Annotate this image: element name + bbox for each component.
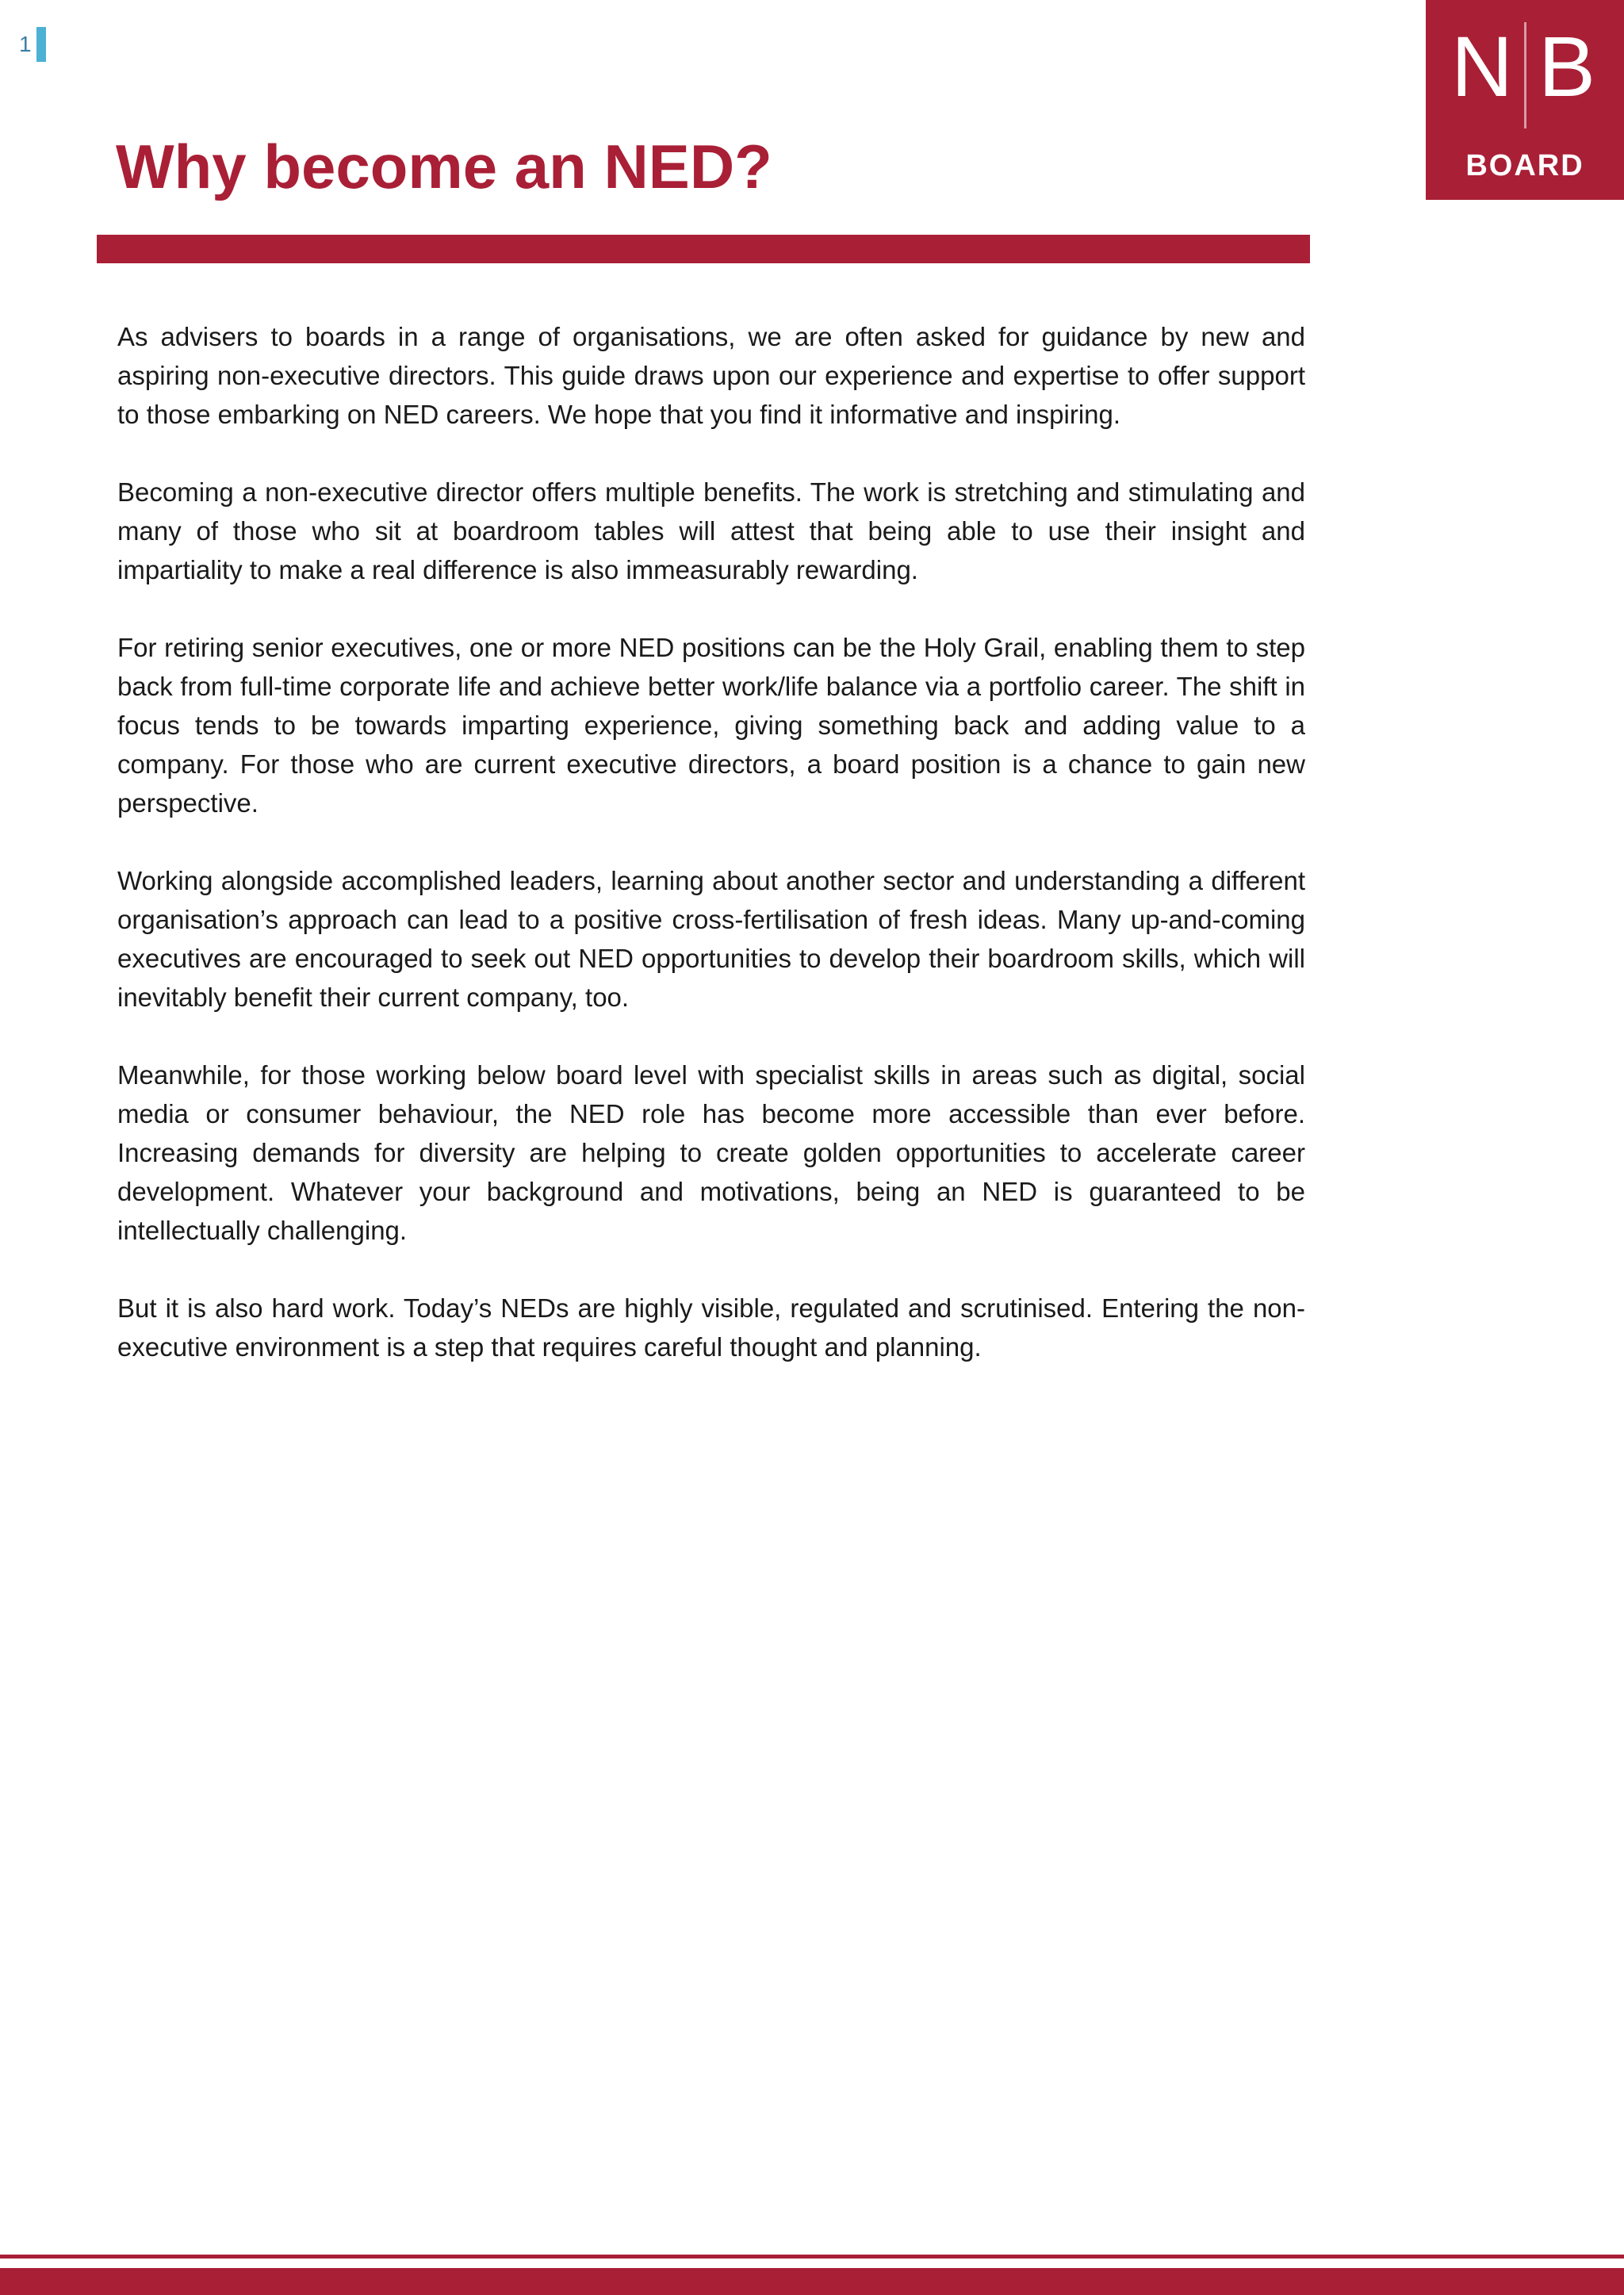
footer-thick-band xyxy=(0,2268,1624,2295)
logo-monogram xyxy=(1426,19,1624,114)
nb-board-logo xyxy=(1426,0,1624,200)
title-underline-rule xyxy=(97,235,1310,263)
logo-letter-n: N xyxy=(1451,18,1513,114)
logo-letter-b: B xyxy=(1538,18,1596,114)
logo-wordmark: BOARD xyxy=(1465,149,1584,182)
page-marker-bar xyxy=(36,27,46,62)
paragraph-intro: As advisers to boards in a range of organisations, we are often asked for guidance by new and aspiring non-executive directors. This guide draws upon our experience and expertise to offer support to those embarking on NED careers. We hope that you find it informative and inspiring. xyxy=(117,322,1305,429)
body-text xyxy=(117,317,1305,1405)
paragraph-benefits: Becoming a non-executive director offers multiple benefits. The work is stretching and stimulating and many of those who sit at boardroom tables will attest that being able to use their insight and impartiality to make a real difference is also immeasurably rewarding. xyxy=(117,477,1305,584)
page-number: 1 xyxy=(19,32,32,56)
paragraph-below-board-level: Meanwhile, for those working below board level with specialist skills in areas such as digital, social media or consumer behaviour, the NED role has become more accessible than ever before. Increasing demands for diversity are helping to create golden opportunities to accelerate career development. Whatever your background and motivations, being an NED is guaranteed to be intellectually challenging. xyxy=(117,1060,1305,1245)
footer-thin-rule xyxy=(0,2255,1624,2259)
paragraph-cross-fertilisation: Working alongside accomplished leaders, learning about another sector and understanding a different organisation’s approach can lead to a positive cross-fertilisation of fresh ideas. Many up-and-coming executives are encouraged to seek out NED opportunities to develop their boardroom skills, which will inevitably benefit their current company, too. xyxy=(117,866,1305,1012)
logo-divider xyxy=(1524,22,1526,128)
page-title: Why become an NED? xyxy=(116,132,772,201)
paragraph-hard-work: But it is also hard work. Today’s NEDs are highly visible, regulated and scrutinised. Entering the non-executive environment is a step that requires careful thought and planning. xyxy=(117,1293,1305,1362)
paragraph-retiring-executives: For retiring senior executives, one or more NED positions can be the Holy Grail, enabling them to step back from full-time corporate life and achieve better work/life balance via a portfolio career. The shift in focus tends to be towards imparting experience, giving something back and adding value to a company. For those who are current executive directors, a board position is a chance to gain new perspective. xyxy=(117,633,1305,818)
